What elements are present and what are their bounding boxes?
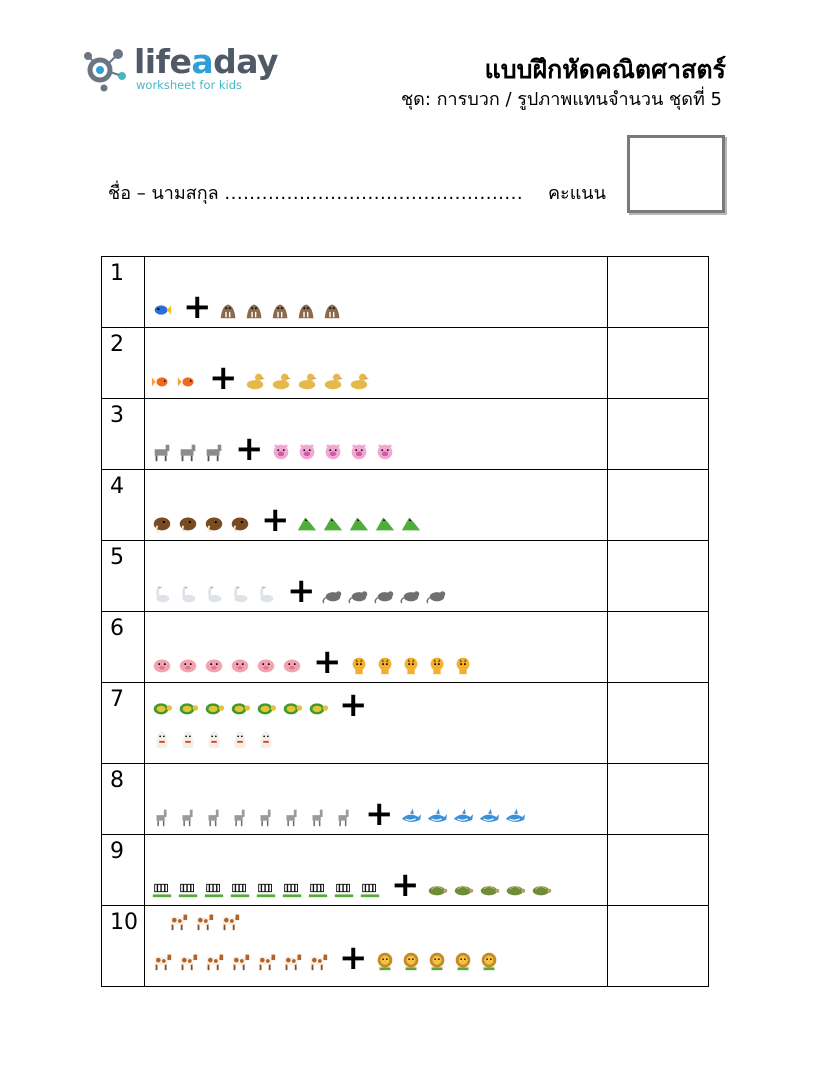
rat-icon-glyph	[322, 583, 344, 605]
mammoth-icon	[151, 512, 173, 534]
addend-a-group	[151, 654, 307, 676]
pink-pig-icon-glyph	[177, 654, 199, 676]
walrus-icon-glyph	[244, 299, 266, 321]
answer-cell[interactable]	[608, 683, 709, 764]
goat-icon-glyph	[333, 806, 355, 828]
addend-b-group	[322, 583, 452, 605]
rat-icon-glyph	[400, 583, 422, 605]
pig-face-icon	[322, 441, 344, 463]
donkey-icon	[177, 441, 199, 463]
lion-icon-glyph	[426, 950, 448, 972]
tiger-icon-glyph	[452, 654, 474, 676]
turtle-icon-glyph	[307, 697, 329, 719]
addend-b-group	[270, 441, 400, 463]
pink-pig-icon-glyph	[229, 654, 251, 676]
problem-row	[102, 683, 709, 764]
addend-a-group-top	[167, 910, 245, 932]
lion-icon-glyph	[452, 950, 474, 972]
goat-icon	[229, 806, 251, 828]
cow-icon	[203, 950, 225, 972]
problem-pictures	[145, 399, 608, 470]
walrus-icon-glyph	[296, 299, 318, 321]
fish-icon	[151, 299, 173, 321]
problem-row	[102, 835, 709, 906]
goat-icon-glyph	[151, 806, 173, 828]
problem-number: 6	[102, 612, 145, 683]
plus-sign: +	[313, 642, 342, 682]
cow-icon-glyph	[151, 950, 173, 972]
plus-sign: +	[209, 358, 238, 398]
pig-face-icon	[374, 441, 396, 463]
shark-icon	[504, 806, 526, 828]
zebra-icon	[177, 877, 199, 899]
zebra-icon-glyph	[177, 877, 199, 899]
goose-icon-glyph	[151, 583, 173, 605]
walrus-icon-glyph	[270, 299, 292, 321]
crocodile-icon-glyph	[296, 512, 318, 534]
problem-pictures	[145, 541, 608, 612]
pink-pig-icon	[177, 654, 199, 676]
goldfish-icon-glyph	[151, 370, 173, 392]
answer-cell[interactable]	[608, 612, 709, 683]
cow-icon-glyph	[167, 910, 189, 932]
turtle-icon	[255, 697, 277, 719]
lion-icon-glyph	[374, 950, 396, 972]
shark-icon-glyph	[426, 806, 448, 828]
rat-icon-glyph	[348, 583, 370, 605]
mammoth-icon-glyph	[177, 512, 199, 534]
answer-cell[interactable]	[608, 328, 709, 399]
problem-number: 8	[102, 764, 145, 835]
shark-icon	[452, 806, 474, 828]
shark-icon-glyph	[478, 806, 500, 828]
crocodile-icon	[374, 512, 396, 534]
walrus-icon	[244, 299, 266, 321]
cow-icon	[151, 950, 173, 972]
addend-a-group	[151, 877, 385, 899]
pig-face-icon	[348, 441, 370, 463]
pink-pig-icon-glyph	[255, 654, 277, 676]
addend-a-group	[151, 697, 333, 719]
rat-icon	[374, 583, 396, 605]
rat-icon-glyph	[426, 583, 448, 605]
rat-icon	[348, 583, 370, 605]
crocodile-icon-glyph	[348, 512, 370, 534]
cow-icon-glyph	[307, 950, 329, 972]
duck-icon-glyph	[244, 370, 266, 392]
problem-pictures	[145, 470, 608, 541]
answer-cell[interactable]	[608, 764, 709, 835]
turtle-icon	[177, 697, 199, 719]
zebra-icon	[281, 877, 303, 899]
zebra-icon-glyph	[333, 877, 355, 899]
pink-pig-icon	[229, 654, 251, 676]
lucky-cat-icon	[203, 729, 225, 751]
problem-number: 5	[102, 541, 145, 612]
addend-b-group	[244, 370, 374, 392]
addend-b-group	[400, 806, 530, 828]
pink-pig-icon-glyph	[203, 654, 225, 676]
problem-number: 10	[102, 906, 145, 987]
goat-icon	[255, 806, 277, 828]
goose-icon	[203, 583, 225, 605]
tiger-icon-glyph	[374, 654, 396, 676]
goat-icon-glyph	[307, 806, 329, 828]
tiger-icon	[348, 654, 370, 676]
name-blank: ................................................	[224, 183, 524, 204]
problem-number: 7	[102, 683, 145, 764]
pink-pig-icon-glyph	[281, 654, 303, 676]
goat-icon	[333, 806, 355, 828]
zebra-icon	[151, 877, 173, 899]
zebra-icon-glyph	[203, 877, 225, 899]
duck-icon	[270, 370, 292, 392]
mammoth-icon	[229, 512, 251, 534]
shark-icon-glyph	[400, 806, 422, 828]
zebra-icon	[229, 877, 251, 899]
plus-sign: +	[183, 287, 212, 327]
shark-icon	[400, 806, 422, 828]
worksheet-subtitle: ชุด: การบวก / รูปภาพแทนจำนวน ชุดที่ 5	[400, 89, 722, 110]
rat-icon	[322, 583, 344, 605]
tortoise-icon-glyph	[478, 877, 500, 899]
crocodile-icon	[400, 512, 422, 534]
turtle-icon-glyph	[281, 697, 303, 719]
walrus-icon	[218, 299, 240, 321]
walrus-icon-glyph	[218, 299, 240, 321]
rat-icon	[400, 583, 422, 605]
answer-cell[interactable]	[608, 470, 709, 541]
addend-a-group	[151, 806, 359, 828]
tiger-icon-glyph	[348, 654, 370, 676]
tortoise-icon	[452, 877, 474, 899]
shark-icon	[426, 806, 448, 828]
pink-pig-icon	[203, 654, 225, 676]
problem-number: 9	[102, 835, 145, 906]
mammoth-icon	[177, 512, 199, 534]
addend-a-group-bottom	[151, 950, 333, 972]
turtle-icon	[281, 697, 303, 719]
answer-cell[interactable]	[608, 399, 709, 470]
problem-pictures	[145, 257, 608, 328]
problem-row	[102, 541, 709, 612]
mammoth-icon	[203, 512, 225, 534]
problem-number: 2	[102, 328, 145, 399]
lion-icon	[374, 950, 396, 972]
mammoth-icon-glyph	[151, 512, 173, 534]
brand-suffix: day	[213, 42, 279, 81]
problem-pictures	[145, 764, 608, 835]
tiger-icon	[452, 654, 474, 676]
pig-face-icon-glyph	[348, 441, 370, 463]
problems-table	[101, 256, 709, 987]
brand-tagline: worksheet for kids	[136, 78, 243, 92]
plus-sign: +	[339, 938, 368, 978]
zebra-icon	[307, 877, 329, 899]
goat-icon	[281, 806, 303, 828]
walrus-icon	[270, 299, 292, 321]
score-label: คะแนน	[548, 183, 606, 204]
lucky-cat-icon-glyph	[203, 729, 225, 751]
molecule-logo-icon	[82, 42, 132, 92]
cow-icon-glyph	[229, 950, 251, 972]
goose-icon-glyph	[229, 583, 251, 605]
donkey-icon	[151, 441, 173, 463]
rat-icon-glyph	[374, 583, 396, 605]
addend-b-group	[374, 950, 504, 972]
rat-icon	[426, 583, 448, 605]
crocodile-icon	[348, 512, 370, 534]
addend-a-group	[151, 370, 203, 392]
plus-sign: +	[235, 429, 264, 469]
goat-icon	[307, 806, 329, 828]
answer-cell[interactable]	[608, 257, 709, 328]
walrus-icon	[322, 299, 344, 321]
problem-row	[102, 906, 709, 987]
cow-icon-glyph	[193, 910, 215, 932]
zebra-icon-glyph	[307, 877, 329, 899]
plus-sign: +	[391, 865, 420, 905]
problem-row	[102, 612, 709, 683]
answer-cell[interactable]	[608, 906, 709, 987]
turtle-icon	[203, 697, 225, 719]
addend-b-group	[218, 299, 348, 321]
cow-icon	[167, 910, 189, 932]
cow-icon	[255, 950, 277, 972]
goose-icon	[151, 583, 173, 605]
goat-icon	[151, 806, 173, 828]
zebra-icon	[255, 877, 277, 899]
addend-b-group	[151, 729, 281, 751]
cow-icon	[307, 950, 329, 972]
brand-prefix: life	[134, 42, 192, 81]
tiger-icon	[426, 654, 448, 676]
plus-sign: +	[261, 500, 290, 540]
turtle-icon	[151, 697, 173, 719]
donkey-icon-glyph	[151, 441, 173, 463]
shark-icon-glyph	[452, 806, 474, 828]
mammoth-icon-glyph	[203, 512, 225, 534]
zebra-icon	[333, 877, 355, 899]
addend-b-group	[348, 654, 478, 676]
pig-face-icon	[270, 441, 292, 463]
zebra-icon-glyph	[359, 877, 381, 899]
duck-icon-glyph	[348, 370, 370, 392]
tortoise-icon-glyph	[530, 877, 552, 899]
donkey-icon-glyph	[203, 441, 225, 463]
problem-number: 3	[102, 399, 145, 470]
crocodile-icon	[296, 512, 318, 534]
turtle-icon-glyph	[203, 697, 225, 719]
pink-pig-icon	[281, 654, 303, 676]
pig-face-icon-glyph	[296, 441, 318, 463]
pig-face-icon-glyph	[322, 441, 344, 463]
goat-icon	[203, 806, 225, 828]
cow-icon	[281, 950, 303, 972]
lucky-cat-icon	[255, 729, 277, 751]
duck-icon	[296, 370, 318, 392]
cow-icon-glyph	[255, 950, 277, 972]
problem-number: 1	[102, 257, 145, 328]
cow-icon	[229, 950, 251, 972]
problem-row	[102, 470, 709, 541]
crocodile-icon	[322, 512, 344, 534]
lucky-cat-icon-glyph	[177, 729, 199, 751]
tiger-icon	[374, 654, 396, 676]
cow-icon-glyph	[281, 950, 303, 972]
zebra-icon-glyph	[151, 877, 173, 899]
turtle-icon-glyph	[255, 697, 277, 719]
lion-icon	[452, 950, 474, 972]
mammoth-icon-glyph	[229, 512, 251, 534]
donkey-icon	[203, 441, 225, 463]
tortoise-icon-glyph	[426, 877, 448, 899]
tiger-icon-glyph	[400, 654, 422, 676]
cow-icon-glyph	[219, 910, 241, 932]
problem-row	[102, 328, 709, 399]
walrus-icon	[296, 299, 318, 321]
tiger-icon-glyph	[426, 654, 448, 676]
turtle-icon-glyph	[177, 697, 199, 719]
name-label: ชื่อ – นามสกุล	[108, 183, 219, 204]
addend-b-group	[426, 877, 556, 899]
addend-b-group	[296, 512, 426, 534]
turtle-icon	[229, 697, 251, 719]
shark-icon-glyph	[504, 806, 526, 828]
addend-a-group	[151, 512, 255, 534]
problem-pictures	[145, 835, 608, 906]
answer-cell[interactable]	[608, 541, 709, 612]
turtle-icon	[307, 697, 329, 719]
crocodile-icon-glyph	[400, 512, 422, 534]
problem-row	[102, 764, 709, 835]
goat-icon-glyph	[177, 806, 199, 828]
goldfish-icon	[151, 370, 173, 392]
score-box	[627, 135, 725, 213]
goat-icon-glyph	[229, 806, 251, 828]
zebra-icon	[359, 877, 381, 899]
shark-icon	[478, 806, 500, 828]
brand-accent: a	[191, 42, 214, 81]
pig-face-icon-glyph	[270, 441, 292, 463]
goat-icon	[177, 806, 199, 828]
pink-pig-icon	[255, 654, 277, 676]
problem-row	[102, 257, 709, 328]
goat-icon-glyph	[281, 806, 303, 828]
goat-icon-glyph	[203, 806, 225, 828]
cow-icon-glyph	[203, 950, 225, 972]
goose-icon	[177, 583, 199, 605]
duck-icon	[348, 370, 370, 392]
cow-icon	[193, 910, 215, 932]
tortoise-icon-glyph	[452, 877, 474, 899]
lion-icon	[426, 950, 448, 972]
plus-sign: +	[365, 794, 394, 834]
duck-icon	[322, 370, 344, 392]
goose-icon-glyph	[255, 583, 277, 605]
zebra-icon-glyph	[281, 877, 303, 899]
lion-icon-glyph	[400, 950, 422, 972]
cow-icon	[219, 910, 241, 932]
problem-row	[102, 399, 709, 470]
plus-sign: +	[339, 685, 368, 725]
goldfish-icon-glyph	[177, 370, 199, 392]
tiger-icon	[400, 654, 422, 676]
problem-pictures	[145, 906, 608, 987]
pig-face-icon-glyph	[374, 441, 396, 463]
zebra-icon-glyph	[255, 877, 277, 899]
turtle-icon-glyph	[229, 697, 251, 719]
tortoise-icon	[530, 877, 552, 899]
worksheet-title: แบบฝึกหัดคณิตศาสตร์	[484, 55, 726, 84]
pink-pig-icon-glyph	[151, 654, 173, 676]
zebra-icon	[203, 877, 225, 899]
crocodile-icon-glyph	[374, 512, 396, 534]
problem-pictures	[145, 612, 608, 683]
cow-icon-glyph	[177, 950, 199, 972]
lucky-cat-icon-glyph	[255, 729, 277, 751]
problem-pictures	[145, 328, 608, 399]
goose-icon-glyph	[177, 583, 199, 605]
goat-icon-glyph	[255, 806, 277, 828]
goose-icon	[229, 583, 251, 605]
problem-pictures	[145, 683, 608, 764]
lion-icon-glyph	[478, 950, 500, 972]
lucky-cat-icon	[177, 729, 199, 751]
lion-icon	[478, 950, 500, 972]
plus-sign: +	[287, 571, 316, 611]
pig-face-icon	[296, 441, 318, 463]
tortoise-icon-glyph	[504, 877, 526, 899]
addend-a-group	[151, 583, 281, 605]
lifeaday-logo	[82, 40, 279, 96]
walrus-icon-glyph	[322, 299, 344, 321]
lucky-cat-icon-glyph	[229, 729, 251, 751]
tortoise-icon	[504, 877, 526, 899]
cow-icon	[177, 950, 199, 972]
zebra-icon-glyph	[229, 877, 251, 899]
problem-number: 4	[102, 470, 145, 541]
duck-icon-glyph	[322, 370, 344, 392]
name-field	[108, 178, 523, 207]
lucky-cat-icon	[229, 729, 251, 751]
lucky-cat-icon-glyph	[151, 729, 173, 751]
tortoise-icon	[426, 877, 448, 899]
lion-icon	[400, 950, 422, 972]
tortoise-icon	[478, 877, 500, 899]
addend-a-group	[151, 441, 229, 463]
donkey-icon-glyph	[177, 441, 199, 463]
goose-icon-glyph	[203, 583, 225, 605]
answer-cell[interactable]	[608, 835, 709, 906]
pink-pig-icon	[151, 654, 173, 676]
crocodile-icon-glyph	[322, 512, 344, 534]
addend-a-group	[151, 299, 177, 321]
duck-icon-glyph	[296, 370, 318, 392]
goldfish-icon	[177, 370, 199, 392]
lucky-cat-icon	[151, 729, 173, 751]
goose-icon	[255, 583, 277, 605]
fish-icon-glyph	[151, 299, 173, 321]
turtle-icon-glyph	[151, 697, 173, 719]
duck-icon-glyph	[270, 370, 292, 392]
duck-icon	[244, 370, 266, 392]
